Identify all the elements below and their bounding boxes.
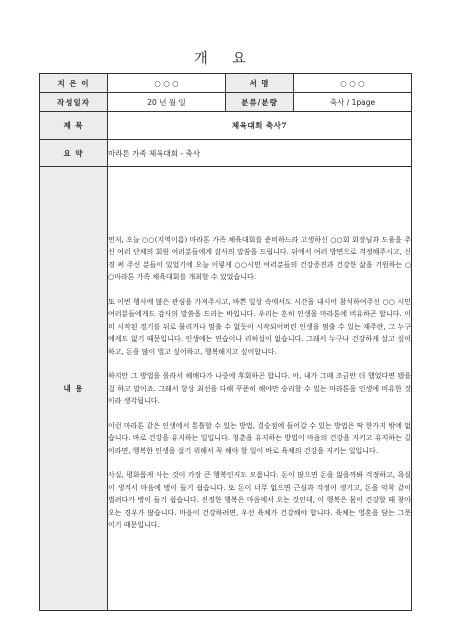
subject-label: 제 목 <box>40 112 108 140</box>
content-paragraph: 또 이번 행사에 많은 관심을 가져주시고, 바쁜 일상 속에서도 시간을 내시어 참석하여주신 ○○ 시민 여러분들에게도 감사의 말씀을 드리는 바입니다. 우리는 흔히 인생을 마라톤에 비유하곤 합니다. 이미 시작된 경기를 뒤로 물리거나 멈출 수 없듯이 시작되어버린 인생을 멈출 수 있는 재주란, 그 누구에게도 없기 때문입니다. 인생에는 연습이나 리허설이 없습니다. 그래서 누구나 건강하게 살고 싶어하고, 돈을 많이 벌고 싶어하고, 행복해지고 싶어합니다. <box>108 297 411 356</box>
content-row <box>40 167 412 611</box>
author-row <box>40 74 412 93</box>
category-label: 분류/분량 <box>226 93 294 112</box>
author-value[interactable]: ○ ○ ○ <box>108 74 226 93</box>
summary-label: 요 약 <box>40 140 108 167</box>
date-label: 작성일자 <box>40 93 108 112</box>
category-value[interactable]: 축사 / 1page <box>294 93 412 112</box>
overview-form-table <box>39 73 412 611</box>
summary-value[interactable]: 마라톤 가족 체육대회 - 축사 <box>108 140 412 167</box>
content-paragraph: 사실, 평화롭게 사는 것이 가장 큰 행복인지도 모릅니다. 돈이 많으면 돈을 잃을까봐 걱정하고, 욕심이 생겨서 마음에 병이 들기 쉽습니다. 또 돈이 너무 없으면 근심과 걱정이 생기고, 돈을 악착 같이 벌려다가 병이 들기 쉽습니다. 진정한 행복은 마음에서 오는 것인데, 이 행복은 몸이 건강할 때 찾아오는 경우가 많습니다. 마음이 건강하려면, 우선 육체가 건강해야 합니다. 육체는 영혼을 담는 그릇이기 때문입니다. <box>108 471 411 529</box>
content-paragraph: 먼저, 오늘 ○○(지역이름) 마라톤 가족 체육대회를 준비하느라 고생하신 ○○회 회장님과 도움을 주신 여러 단체의 회원 여러분들에게 감사의 말씀을 드립니다. 뒤에서 여러 방면으로 걱정해주시고, 신경 써 주신 분들이 있었기에 오늘 이렇게 ○○시민 여러분들의 건강증진과 건강한 삶을 기원하는 ○○마라톤 가족 체육대회를 개최할 수 있었습니다. <box>108 235 411 281</box>
subject-value[interactable]: 체육대회 축사7 <box>108 112 412 140</box>
summary-row <box>40 140 412 167</box>
content-paragraph: 이런 마라톤 같은 인생에서 통틀할 수 있는 방법, 결승점에 들어갈 수 있는 방법은 딱 한가지 밖에 없습니다. 바로 건강을 유지하는 일입니다. 청춘을 유지하는 방법이 마음의 건강을 지키고 유지하는 길이라면, 행복한 인생을 살기 위해서 꼭 해야 할 일이 바로 육체의 건강을 지키는 일입니다. <box>108 421 411 455</box>
content-label: 내 용 <box>40 167 108 611</box>
signature-value[interactable]: ○ ○ ○ <box>294 74 412 93</box>
signature-label: 서 명 <box>226 74 294 93</box>
content-body[interactable] <box>108 167 412 611</box>
content-paragraph: 하지만 그 방법을 몰라서 헤매다가 나중에 후회하곤 합니다. 아, 내가 그때 조금만 더 했었다면 됐을 걸 하고 말이죠. 그래서 항상 최선을 다해 꾸준히 해야만 승리할 수 있는 마라톤을 인생에 비유한 것이라 생각됩니다. <box>108 372 411 405</box>
subject-row <box>40 112 412 140</box>
date-value[interactable]: 20 년 월 일 <box>108 93 226 112</box>
document-title: 개 요 <box>194 51 256 67</box>
date-row <box>40 93 412 112</box>
author-label: 지 은 이 <box>40 74 108 93</box>
